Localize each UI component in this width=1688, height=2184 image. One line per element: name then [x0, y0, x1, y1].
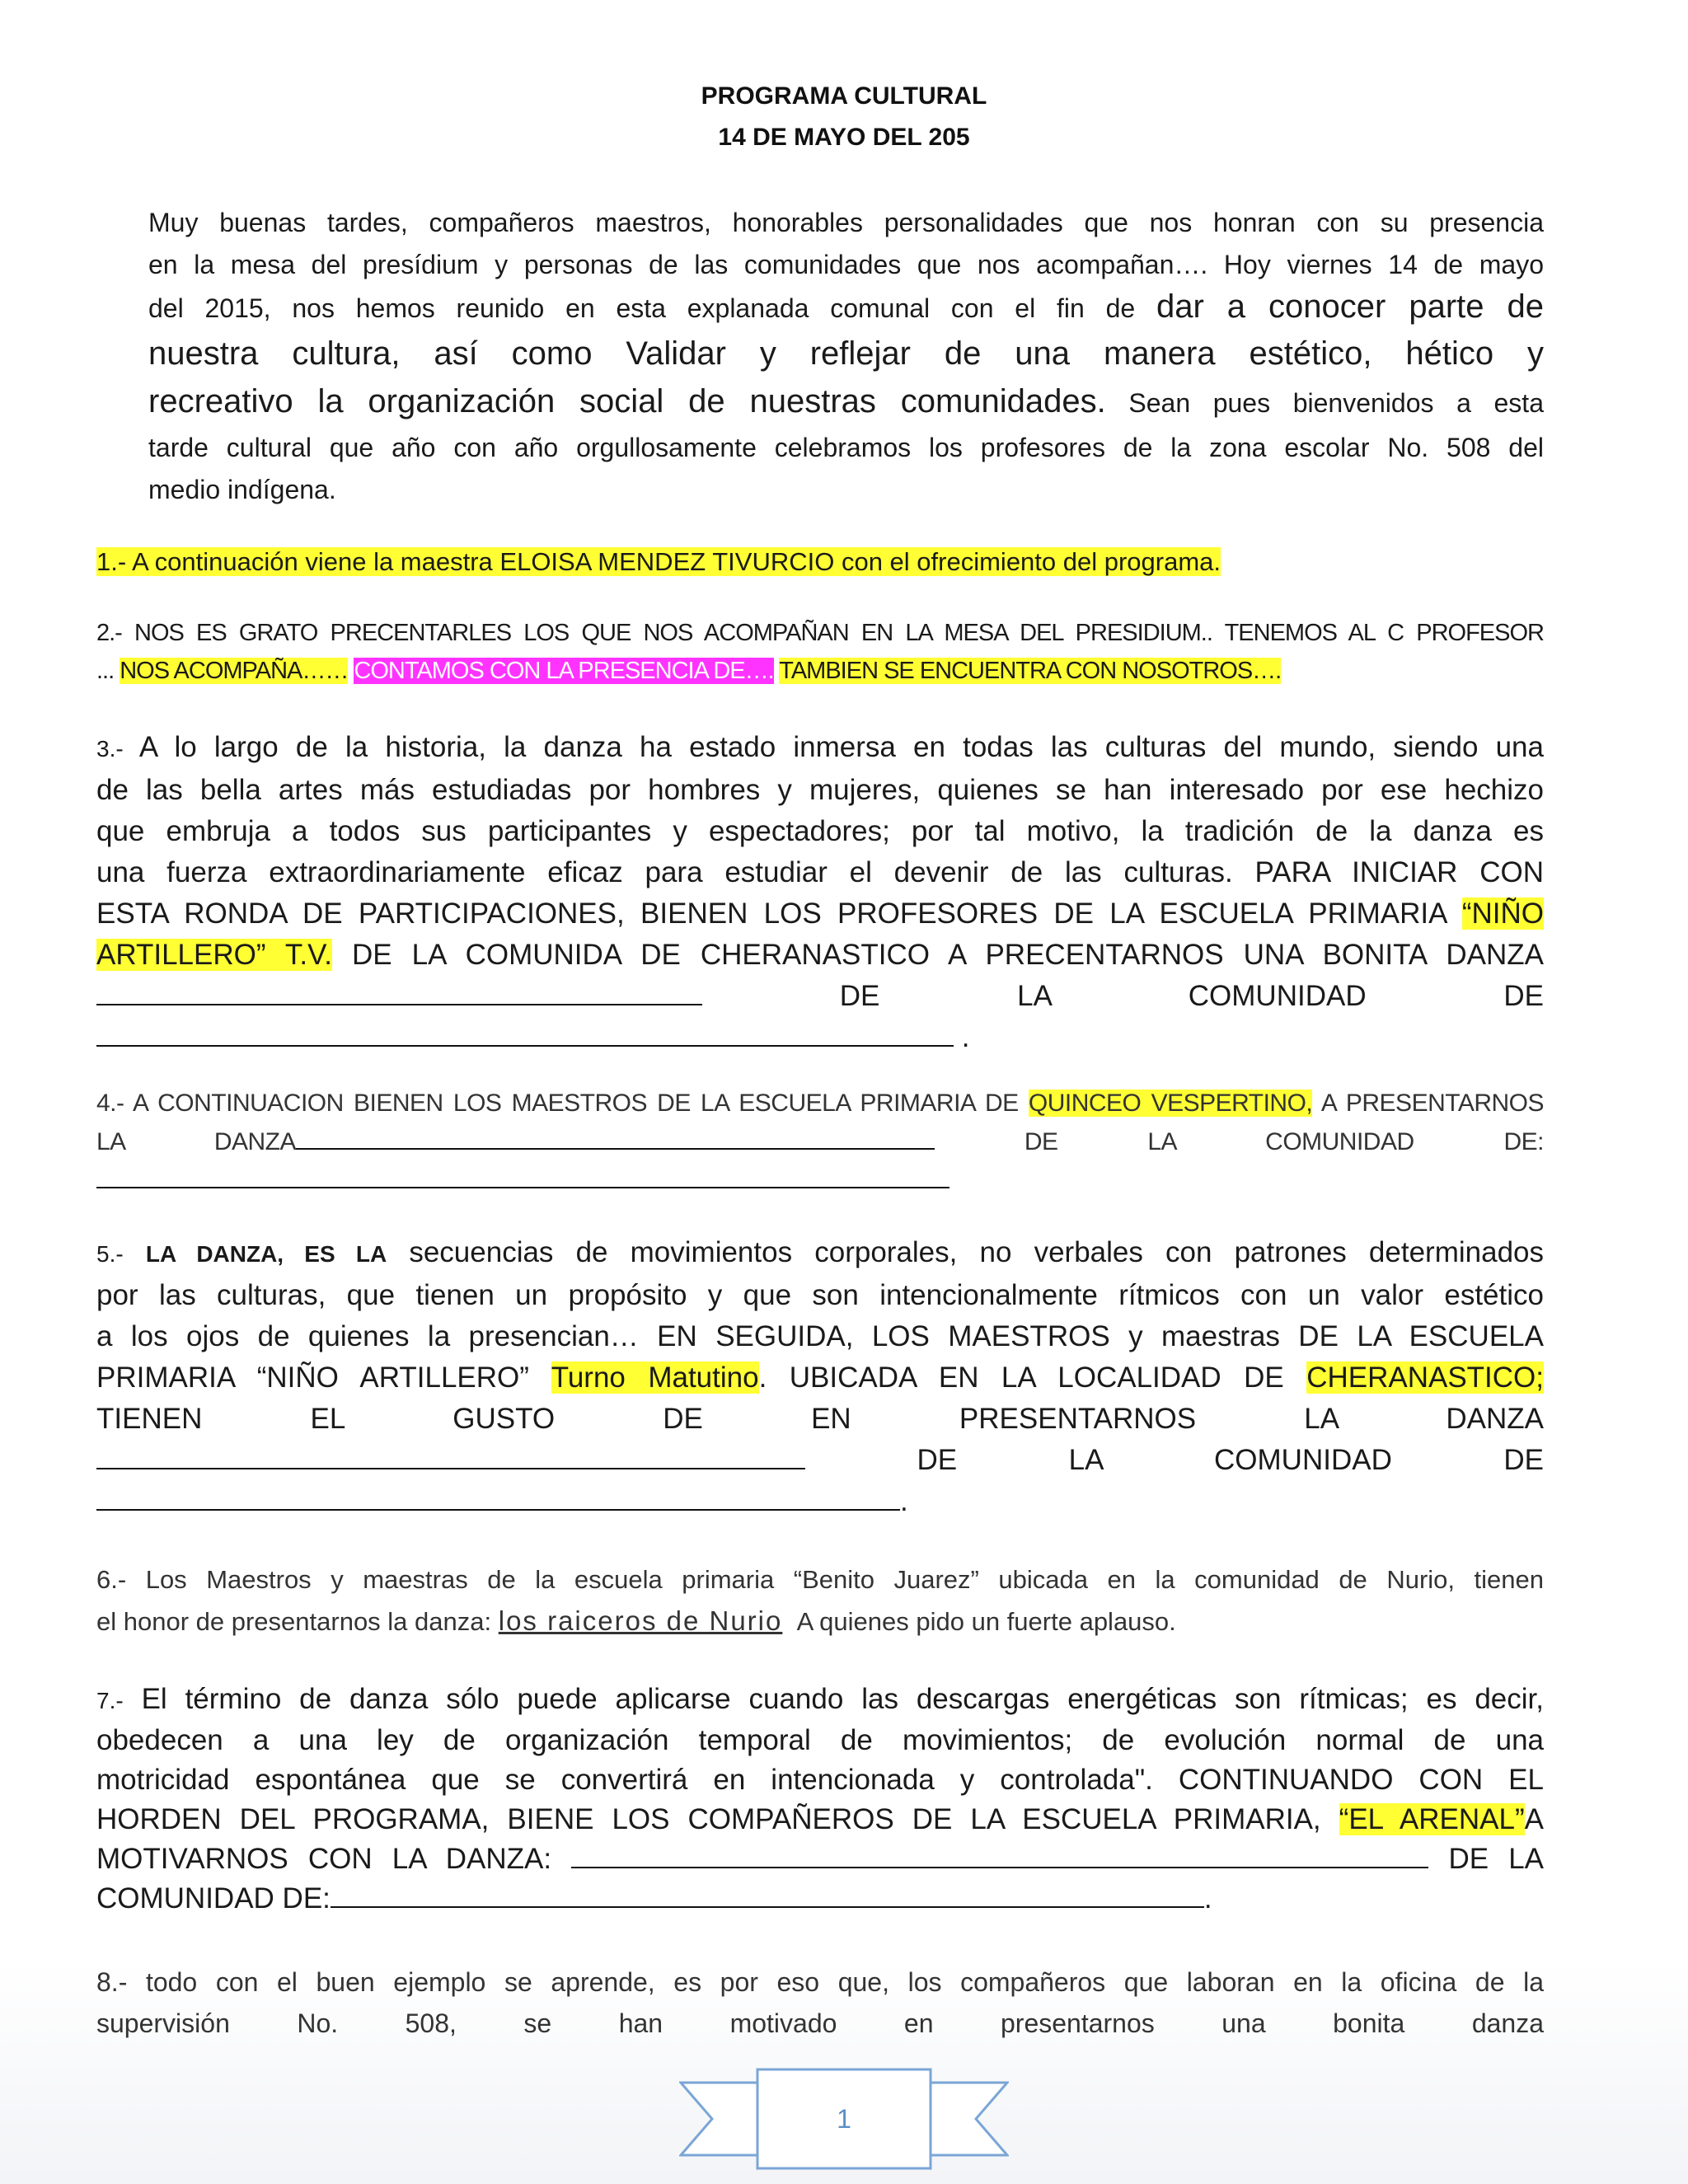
item-8-line: 8.- todo con el buen ejemplo se aprende, es por eso que, los compañeros que laboran en la oficina de la [96, 1967, 1544, 1997]
item-3-blank-line: . [96, 1017, 1544, 1058]
item-3-line: una fuerza extraordinariamente eficaz para estudiar el devenir de las culturas. PARA INICIAR CON [96, 856, 1544, 888]
dance-name: los raiceros de Nurio [498, 1605, 783, 1636]
item-8-line: supervisión No. 508, se han motivado en presentarnos una bonita danza [96, 2008, 1544, 2038]
item-2-line: 2.- NOS ES GRATO PRECENTARLES LOS QUE NOS ACOMPAÑAN EN LA MESA DEL PRESIDIUM.. TENEMOS AL C PROFESOR [96, 620, 1544, 646]
highlight-presencia: CONTAMOS CON LA PRESENCIA DE…. [354, 658, 774, 684]
item-3-line: ARTILLERO” T.V. DE LA COMUNIDA DE CHERANASTICO A PRECENTARNOS UNA BONITA DANZA [96, 939, 1544, 971]
item-3-line: ESTA RONDA DE PARTICIPACIONES, BIENEN LOS PROFESORES DE LA ESCUELA PRIMARIA “NIÑO [96, 898, 1544, 930]
highlight-acompana: NOS ACOMPAÑA…… [120, 658, 349, 684]
intro-line: del 2015, nos hemos reunido en esta explanada comunal con el fin de dar a conocer parte de [148, 288, 1545, 325]
intro-line: recreativo la organización social de nuestras comunidades. Sean pues bienvenidos a esta [148, 383, 1544, 419]
program-item-7 [96, 1680, 1544, 1919]
item-2-highlights: ... NOS ACOMPAÑA…… CONTAMOS CON LA PRESENCIA DE…. TAMBIEN SE ENCUENTRA CON NOSOTROS…. [96, 658, 1282, 684]
item-3-line: de las bella artes más estudiadas por hombres y mujeres, quienes se han interesado por ese hechizo [96, 774, 1544, 806]
item-7-line: HORDEN DEL PROGRAMA, BIENE LOS COMPAÑEROS DE LA ESCUELA PRIMARIA, “EL ARENAL”A [96, 1803, 1544, 1835]
highlight-tambien: TAMBIEN SE ENCUENTRA CON NOSOTROS…. [779, 658, 1282, 684]
item-7-line: obedecen a una ley de organización temporal de movimientos; de evolución normal de una [96, 1724, 1544, 1756]
program-item-4 [96, 1084, 1544, 1200]
fill-in-blank [96, 1508, 900, 1511]
item-4-blank-line: LA DANZA DE LA COMUNIDAD DE: [96, 1128, 1544, 1155]
program-item-1 [96, 544, 1544, 580]
fill-in-blank [296, 1147, 935, 1150]
item-5-blank-line: . [96, 1481, 1544, 1522]
item-5-blank-line: DE LA COMUNIDAD DE [96, 1440, 1544, 1481]
item-3-blank-line: DE LA COMUNIDAD DE [96, 976, 1544, 1017]
intro-paragraph [148, 202, 1544, 511]
fill-in-blank [331, 1905, 1204, 1908]
fill-in-blank [96, 1186, 950, 1188]
program-item-3 [96, 727, 1544, 1058]
item-3-line: 3.- A lo largo de la historia, la danza ha estado inmersa en todas las culturas del mundo, siendo una [96, 731, 1544, 763]
item-7-line: motricidad espontánea que se convertirá en intencionada y controlada". CONTINUANDO CON EL [96, 1764, 1544, 1796]
item-7-line: 7.- El término de danza sólo puede aplicarse cuando las descargas energéticas son rítmicas; es decir, [96, 1683, 1544, 1715]
program-item-6 [96, 1559, 1544, 1643]
program-item-5 [96, 1232, 1544, 1522]
intro-line: tarde cultural que año con año orgullosamente celebramos los profesores de la zona escolar No. 508 del [148, 433, 1544, 462]
item-1-text: 1.- A continuación viene la maestra ELOISA MENDEZ TIVURCIO con el ofrecimiento del programa. [96, 547, 1221, 576]
intro-line: en la mesa del presídium y personas de las comunidades que nos acompañan…. Hoy viernes 14 de mayo [148, 250, 1544, 279]
intro-line: Muy buenas tardes, compañeros maestros, honorables personalidades que nos honran con su presencia [148, 208, 1544, 237]
item-5-line: PRIMARIA “NIÑO ARTILLERO” Turno Matutino. UBICADA EN LA LOCALIDAD DE CHERANASTICO; [96, 1361, 1544, 1394]
item-5-line: 5.- LA DANZA, ES LA secuencias de movimientos corporales, no verbales con patrones determinados [96, 1236, 1545, 1268]
item-5-line: a los ojos de quienes la presencian… EN SEGUIDA, LOS MAESTROS y maestras DE LA ESCUELA [96, 1320, 1544, 1352]
item-7-blank-line: COMUNIDAD DE: . [96, 1882, 1212, 1915]
page-number: 1 [837, 2103, 851, 2134]
fill-in-blank [96, 1467, 805, 1469]
item-6-line: el honor de presentarnos la danza: los raiceros de Nurio A quienes pido un fuerte aplauso. [96, 1605, 1176, 1636]
document-title: PROGRAMA CULTURAL [701, 82, 987, 110]
program-item-8 [96, 1961, 1544, 2044]
item-4-blank-line [96, 1161, 1544, 1200]
item-6-line: 6.- Los Maestros y maestras de la escuela primaria “Benito Juarez” ubicada en la comunidad de Nurio, tienen [96, 1565, 1544, 1594]
page-number-ribbon [679, 2064, 1009, 2173]
item-7-blank-line: MOTIVARNOS CON LA DANZA: DE LA [96, 1843, 1545, 1875]
intro-line: nuestra cultura, así como Validar y reflejar de una manera estético, hético y [148, 335, 1544, 372]
intro-line: medio indígena. [148, 475, 336, 504]
item-5-line: por las culturas, que tienen un propósito y que son intencionalmente rítmicos con un valor estético [96, 1279, 1544, 1311]
item-4-line: 4.- A CONTINUACION BIENEN LOS MAESTROS DE LA ESCUELA PRIMARIA DE QUINCEO VESPERTINO, A PRESENTARNOS [96, 1090, 1545, 1117]
fill-in-blank [96, 1003, 702, 1005]
fill-in-blank [96, 1044, 954, 1047]
document-date: 14 DE MAYO DEL 205 [718, 124, 970, 151]
program-item-2 [96, 614, 1544, 690]
item-3-line: que embruja a todos sus participantes y espectadores; por tal motivo, la tradición de la danza es [96, 815, 1544, 847]
item-5-line: TIENEN EL GUSTO DE EN PRESENTARNOS LA DANZA [96, 1403, 1544, 1435]
fill-in-blank [571, 1866, 1428, 1868]
